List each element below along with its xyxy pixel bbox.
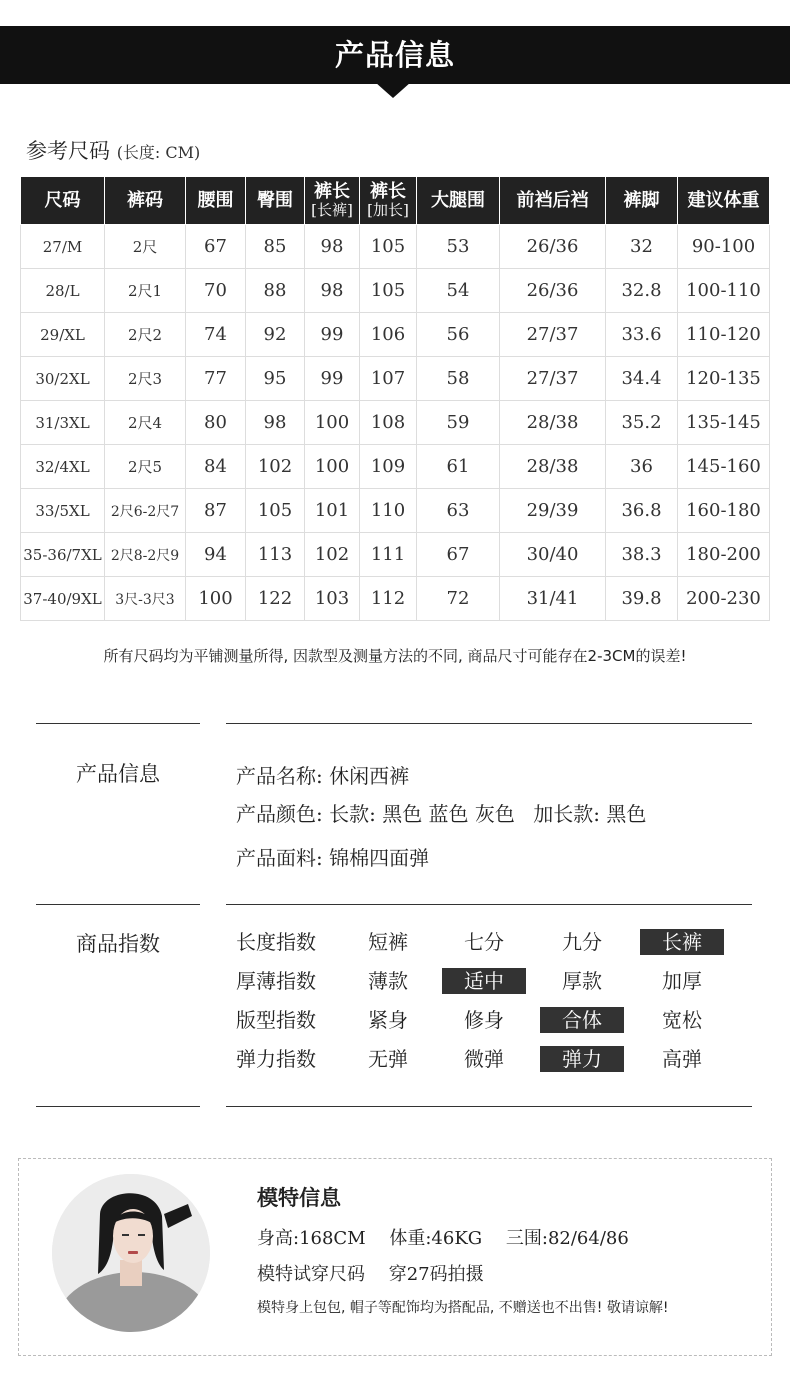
index-option-selected: 适中 xyxy=(442,968,526,994)
table-cell: 90-100 xyxy=(678,225,770,269)
index-option: 微弹 xyxy=(464,1047,504,1071)
index-name: 版型指数 xyxy=(236,1008,316,1032)
header-main-label: 裤脚 xyxy=(623,189,660,211)
size-table-header-cell xyxy=(305,177,360,225)
header-main-label: 尺码 xyxy=(44,189,81,211)
measurement-note: 所有尺码均为平铺测量所得, 因款型及测量方法的不同, 商品尺寸可能存在2-3CM的误差! xyxy=(103,647,687,665)
table-cell: 38.3 xyxy=(606,533,678,577)
size-reference-unit: (长度: CM) xyxy=(116,143,201,162)
table-cell: 3尺-3尺3 xyxy=(105,577,186,621)
table-cell: 113 xyxy=(246,533,305,577)
table-cell: 70 xyxy=(186,269,246,313)
size-table-header-cell xyxy=(105,177,186,225)
size-table-header xyxy=(21,177,770,225)
table-cell: 105 xyxy=(360,269,417,313)
index-option: 宽松 xyxy=(662,1008,702,1032)
table-cell: 105 xyxy=(246,489,305,533)
table-cell: 88 xyxy=(246,269,305,313)
table-cell: 56 xyxy=(417,313,500,357)
header-banner xyxy=(0,26,790,84)
model-measurements xyxy=(257,1224,647,1250)
table-cell: 99 xyxy=(305,357,360,401)
table-cell: 2尺3 xyxy=(105,357,186,401)
table-cell: 2尺2 xyxy=(105,313,186,357)
index-option: 七分 xyxy=(464,930,504,954)
table-cell: 33.6 xyxy=(606,313,678,357)
model-weight: 体重:46KG xyxy=(389,1228,483,1249)
divider xyxy=(226,904,752,905)
index-name: 厚薄指数 xyxy=(236,969,316,993)
table-cell: 100 xyxy=(305,445,360,489)
index-option: 厚款 xyxy=(562,969,602,993)
table-cell: 2尺1 xyxy=(105,269,186,313)
table-cell: 122 xyxy=(246,577,305,621)
table-cell: 85 xyxy=(246,225,305,269)
table-cell: 2尺5 xyxy=(105,445,186,489)
divider xyxy=(36,904,200,905)
table-cell: 54 xyxy=(417,269,500,313)
table-row xyxy=(21,489,770,533)
header-sub-label: [长裤] xyxy=(311,201,353,220)
header-main-label: 臀围 xyxy=(257,189,293,211)
model-info-title: 模特信息 xyxy=(257,1185,341,1210)
table-cell: 102 xyxy=(305,533,360,577)
table-cell: 106 xyxy=(360,313,417,357)
table-cell: 72 xyxy=(417,577,500,621)
table-cell: 84 xyxy=(186,445,246,489)
index-name: 弹力指数 xyxy=(236,1047,316,1071)
table-cell: 27/37 xyxy=(500,357,606,401)
table-cell: 30/40 xyxy=(500,533,606,577)
table-row xyxy=(21,313,770,357)
table-cell: 200-230 xyxy=(678,577,770,621)
table-cell: 28/L xyxy=(21,269,105,313)
size-reference-title xyxy=(26,135,200,165)
table-cell: 67 xyxy=(186,225,246,269)
table-cell: 30/2XL xyxy=(21,357,105,401)
table-cell: 103 xyxy=(305,577,360,621)
size-table-header-cell xyxy=(186,177,246,225)
size-table-header-cell xyxy=(360,177,417,225)
model-size xyxy=(257,1260,502,1286)
table-cell: 111 xyxy=(360,533,417,577)
table-cell: 2尺 xyxy=(105,225,186,269)
header-main-label: 腰围 xyxy=(197,189,234,211)
table-cell: 160-180 xyxy=(678,489,770,533)
table-cell: 2尺6-2尺7 xyxy=(105,489,186,533)
banner-title: 产品信息 xyxy=(334,38,455,72)
table-row xyxy=(21,577,770,621)
divider xyxy=(36,723,200,724)
index-option-selected: 合体 xyxy=(540,1007,624,1033)
size-table xyxy=(20,176,770,621)
model-bust-waist-hip: 三围:82/64/86 xyxy=(505,1228,629,1249)
table-cell: 33/5XL xyxy=(21,489,105,533)
table-cell: 100-110 xyxy=(678,269,770,313)
table-cell: 26/36 xyxy=(500,269,606,313)
header-main-label: 大腿围 xyxy=(431,189,485,211)
table-cell: 53 xyxy=(417,225,500,269)
table-cell: 59 xyxy=(417,401,500,445)
model-photo-icon xyxy=(52,1174,210,1332)
size-table-header-cell xyxy=(678,177,770,225)
table-cell: 31/41 xyxy=(500,577,606,621)
index-option: 修身 xyxy=(464,1008,504,1032)
index-option: 高弹 xyxy=(662,1047,702,1071)
table-cell: 101 xyxy=(305,489,360,533)
table-cell: 35.2 xyxy=(606,401,678,445)
table-cell: 29/39 xyxy=(500,489,606,533)
table-cell: 32 xyxy=(606,225,678,269)
table-cell: 35-36/7XL xyxy=(21,533,105,577)
product-info-label: 产品信息 xyxy=(76,762,160,786)
size-table-header-cell xyxy=(417,177,500,225)
table-row xyxy=(21,225,770,269)
table-cell: 110 xyxy=(360,489,417,533)
table-cell: 58 xyxy=(417,357,500,401)
table-cell: 98 xyxy=(305,269,360,313)
size-table-header-cell xyxy=(21,177,105,225)
table-cell: 80 xyxy=(186,401,246,445)
table-row xyxy=(21,401,770,445)
table-cell: 99 xyxy=(305,313,360,357)
table-row xyxy=(21,357,770,401)
header-main-label: 建议体重 xyxy=(687,189,760,211)
table-cell: 29/XL xyxy=(21,313,105,357)
table-cell: 26/36 xyxy=(500,225,606,269)
model-height: 身高:168CM xyxy=(257,1228,366,1249)
table-row xyxy=(21,269,770,313)
product-index-label: 商品指数 xyxy=(76,932,160,956)
banner-arrow-icon xyxy=(375,82,411,98)
size-table-header-cell xyxy=(246,177,305,225)
size-table-header-cell xyxy=(500,177,606,225)
product-color-extended: 加长款: 黑色 xyxy=(533,802,647,826)
table-cell: 87 xyxy=(186,489,246,533)
table-cell: 28/38 xyxy=(500,445,606,489)
table-cell: 61 xyxy=(417,445,500,489)
size-table-body xyxy=(21,225,770,621)
table-cell: 36 xyxy=(606,445,678,489)
header-main-label: 裤长 xyxy=(370,181,406,203)
table-cell: 100 xyxy=(186,577,246,621)
table-cell: 98 xyxy=(305,225,360,269)
table-cell: 39.8 xyxy=(606,577,678,621)
table-cell: 63 xyxy=(417,489,500,533)
table-cell: 67 xyxy=(417,533,500,577)
divider xyxy=(36,1106,200,1107)
table-cell: 135-145 xyxy=(678,401,770,445)
header-sub-label: [加长] xyxy=(367,201,409,220)
header-main-label: 前裆后裆 xyxy=(516,189,589,211)
table-cell: 110-120 xyxy=(678,313,770,357)
model-size-value: 穿27码拍摄 xyxy=(388,1264,484,1285)
table-cell: 74 xyxy=(186,313,246,357)
index-name: 长度指数 xyxy=(236,930,316,954)
table-cell: 2尺4 xyxy=(105,401,186,445)
model-size-label: 模特试穿尺码 xyxy=(257,1264,365,1285)
table-row xyxy=(21,533,770,577)
table-cell: 120-135 xyxy=(678,357,770,401)
size-table-header-cell xyxy=(606,177,678,225)
table-cell: 32.8 xyxy=(606,269,678,313)
index-option-selected: 长裤 xyxy=(640,929,724,955)
divider xyxy=(226,1106,752,1107)
product-color-long: 产品颜色: 长款: 黑色 蓝色 灰色 xyxy=(236,802,515,826)
table-cell: 94 xyxy=(186,533,246,577)
table-cell: 112 xyxy=(360,577,417,621)
divider xyxy=(226,723,752,724)
model-avatar xyxy=(52,1174,210,1332)
product-color xyxy=(236,798,658,827)
table-cell: 27/37 xyxy=(500,313,606,357)
table-cell: 27/M xyxy=(21,225,105,269)
index-option: 无弹 xyxy=(368,1047,408,1071)
table-row xyxy=(21,445,770,489)
index-option: 短裤 xyxy=(368,930,408,954)
table-cell: 77 xyxy=(186,357,246,401)
table-cell: 31/3XL xyxy=(21,401,105,445)
table-cell: 107 xyxy=(360,357,417,401)
table-cell: 108 xyxy=(360,401,417,445)
table-cell: 92 xyxy=(246,313,305,357)
table-cell: 36.8 xyxy=(606,489,678,533)
model-accessory-note: 模特身上包包, 帽子等配饰均为搭配品, 不赠送也不出售! 敬请谅解! xyxy=(257,1300,669,1316)
table-cell: 105 xyxy=(360,225,417,269)
table-cell: 28/38 xyxy=(500,401,606,445)
index-option-selected: 弹力 xyxy=(540,1046,624,1072)
table-cell: 32/4XL xyxy=(21,445,105,489)
table-cell: 37-40/9XL xyxy=(21,577,105,621)
product-name: 产品名称: 休闲西裤 xyxy=(236,764,410,788)
table-cell: 2尺8-2尺9 xyxy=(105,533,186,577)
table-cell: 34.4 xyxy=(606,357,678,401)
index-option: 九分 xyxy=(562,930,602,954)
size-reference-label: 参考尺码 xyxy=(26,139,110,163)
table-cell: 180-200 xyxy=(678,533,770,577)
index-option: 薄款 xyxy=(368,969,408,993)
index-option: 加厚 xyxy=(662,969,702,993)
table-cell: 100 xyxy=(305,401,360,445)
table-cell: 95 xyxy=(246,357,305,401)
index-option: 紧身 xyxy=(368,1008,408,1032)
product-fabric: 产品面料: 锦棉四面弹 xyxy=(236,846,430,870)
table-cell: 98 xyxy=(246,401,305,445)
table-cell: 109 xyxy=(360,445,417,489)
table-cell: 145-160 xyxy=(678,445,770,489)
table-cell: 102 xyxy=(246,445,305,489)
header-main-label: 裤码 xyxy=(127,189,163,211)
header-main-label: 裤长 xyxy=(314,181,350,203)
